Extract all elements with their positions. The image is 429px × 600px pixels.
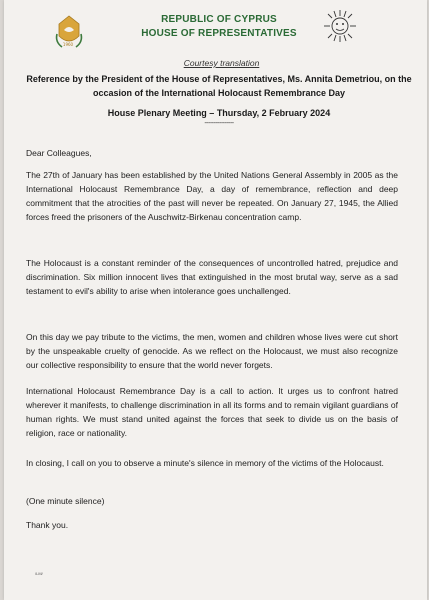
sun-face-seal-icon <box>320 6 360 56</box>
paragraph-7: Thank you. <box>26 520 69 530</box>
paragraph-4: International Holocaust Remembrance Day is a call to action. It urges us to confront hatred wherever it manifests, to challenge discrimination in all its forms and to remain vigilant guardians of human rights. We must stand united against the forces that seek to divide us on the basis of religion, race or nationality. <box>26 386 398 438</box>
cyprus-coat-of-arms-icon <box>54 10 84 50</box>
paragraph-5: In closing, I call on you to observe a minute's silence in memory of the victims of the Holocaust. <box>26 458 384 468</box>
paragraph-6: (One minute silence) <box>26 496 105 506</box>
letterhead <box>4 0 427 56</box>
paragraph-1: The 27th of January has been established by the United Nations General Assembly in 2005 as the International Holocaust Remembrance Day, a day of remembrance, reflection and deep commitment that the atrocities of the past will never be repeated. On January 27, 1945, the Allied forces freed the prisoners of the Auschwitz-Birkenau concentration camp. <box>26 170 398 222</box>
document-page <box>4 0 427 600</box>
republic-title: REPUBLIC OF CYPRUS <box>161 14 277 25</box>
meeting-heading: House Plenary Meeting – Thursday, 2 February 2024 <box>107 108 331 118</box>
house-title: HOUSE OF REPRESENTATIVES <box>141 28 297 39</box>
courtesy-translation-label: Courtesy translation <box>183 58 260 68</box>
reference-heading: Reference by the President of the House of Representatives, Ms. Annita Demetriou, on the occasion of the International Holocaust Remembrance Day <box>26 74 412 98</box>
salutation: Dear Colleagues, <box>26 148 92 158</box>
footer-reference-code: /LM/ <box>35 571 43 576</box>
separator-dashes: ---------------- <box>204 120 234 127</box>
paragraph-2: The Holocaust is a constant reminder of the consequences of uncontrolled hatred, prejudice and discrimination. Six million innocent lives that extinguished in the most brutal way, serve as a sad testament to evil's ability to arise when intolerance goes unchallenged. <box>26 258 398 296</box>
paragraph-3: On this day we pay tribute to the victims, the men, women and children whose lives were cut short by the unspeakable cruelty of genocide. As we reflect on the Holocaust, we must also recognize our collective responsibility to ensure that the world never forgets. <box>26 332 398 370</box>
svg-text:1960: 1960 <box>62 42 74 47</box>
